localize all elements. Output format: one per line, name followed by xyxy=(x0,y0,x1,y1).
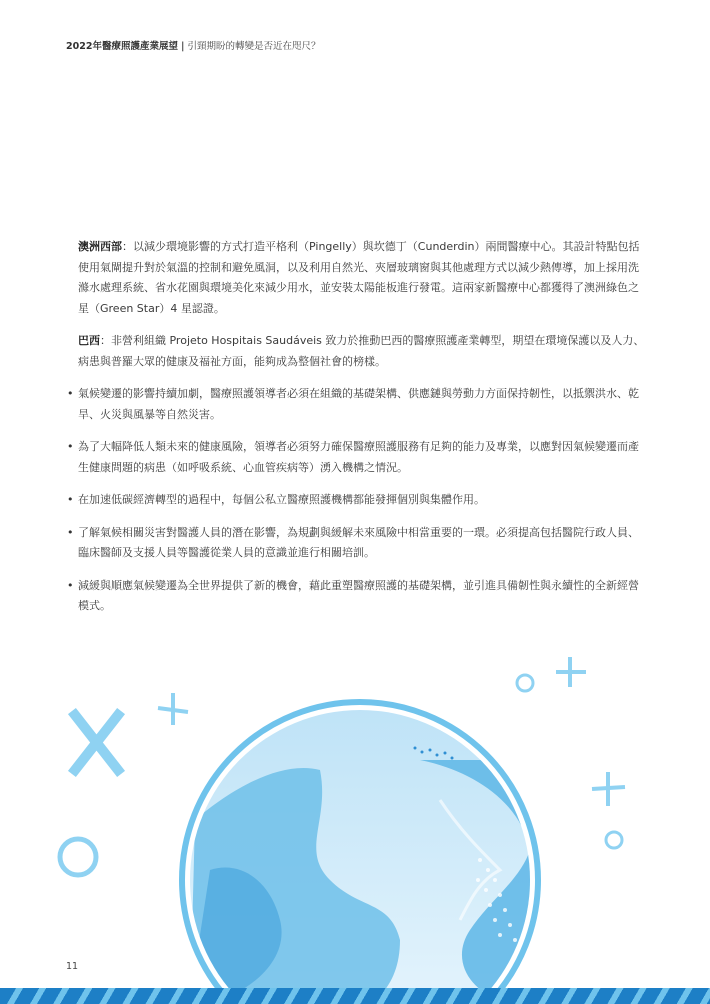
plus-icon xyxy=(556,657,586,687)
paragraph-text: ：非營利組織 Projeto Hospitais Saudáveis 致力於推動巴西的醫療照護產業轉型，期望在環境保護以及人力、病患與普羅大眾的健康及福祉方面，能夠成為整個社會的榜樣。 xyxy=(78,334,645,368)
plus-icon xyxy=(158,693,188,725)
paragraph-text: ：以減少環境影響的方式打造平格利（Pingelly）與坎德丁（Cunderdin）兩間醫療中心。其設計特點包括使用氣閘提升對於氣溫的控制和避免風洞，以及利用自然光、夾層玻璃窗與其他處理方式以減少熱傳導，加上採用洗滌水處理系統、省水花園與環境美化來減少用水，並安裝太陽能板進行發電。這兩家新醫療中心都獲得了澳洲綠色之星（Green Star）4 星認證。 xyxy=(78,240,640,315)
list-item: • 減緩與順應氣候變遷為全世界提供了新的機會，藉此重塑醫療照護的基礎架構，並引進具備韌性與永續性的全新經營模式。 xyxy=(78,576,648,617)
list-item: • 了解氣候相關災害對醫護人員的潛在影響，為規劃與緩解未來風險中相當重要的一環。必須提高包括醫院行政人員、臨床醫師及支援人員等醫護從業人員的意識並進行相關培訓。 xyxy=(78,523,648,564)
circle-icon xyxy=(517,675,533,691)
page-number: 11 xyxy=(66,961,79,972)
circle-icon xyxy=(606,832,622,848)
list-item: • 氣候變遷的影響持續加劇，醫療照護領導者必須在組織的基礎架構、供應鏈與勞動力方面保持韌性，以抵禦洪水、乾旱、火災與風暴等自然災害。 xyxy=(78,384,648,425)
paragraph-lead: 巴西 xyxy=(78,334,100,347)
list-item: • 在加速低碳經濟轉型的過程中，每個公私立醫療照護機構都能發揮個別與集體作用。 xyxy=(78,490,648,511)
header-subtitle: 引頸期盼的轉變是否近在咫尺？ xyxy=(187,41,321,52)
header-title: 2022年醫療照護產業展望 xyxy=(66,41,178,52)
paragraph-lead: 澳洲西部 xyxy=(78,240,122,253)
header-separator: | xyxy=(180,41,185,52)
plus-icon xyxy=(592,772,625,806)
plus-icon xyxy=(75,715,118,770)
footer-stripes xyxy=(0,988,710,1004)
globe-illustration xyxy=(182,702,540,1004)
circle-icon xyxy=(60,839,96,875)
list-item: • 為了大幅降低人類未來的健康風險，領導者必須努力確保醫療照護服務有足夠的能力及專業，以應對因氣候變遷而產生健康問題的病患（如呼吸系統、心血管疾病等）湧入機構之情況。 xyxy=(78,437,648,478)
